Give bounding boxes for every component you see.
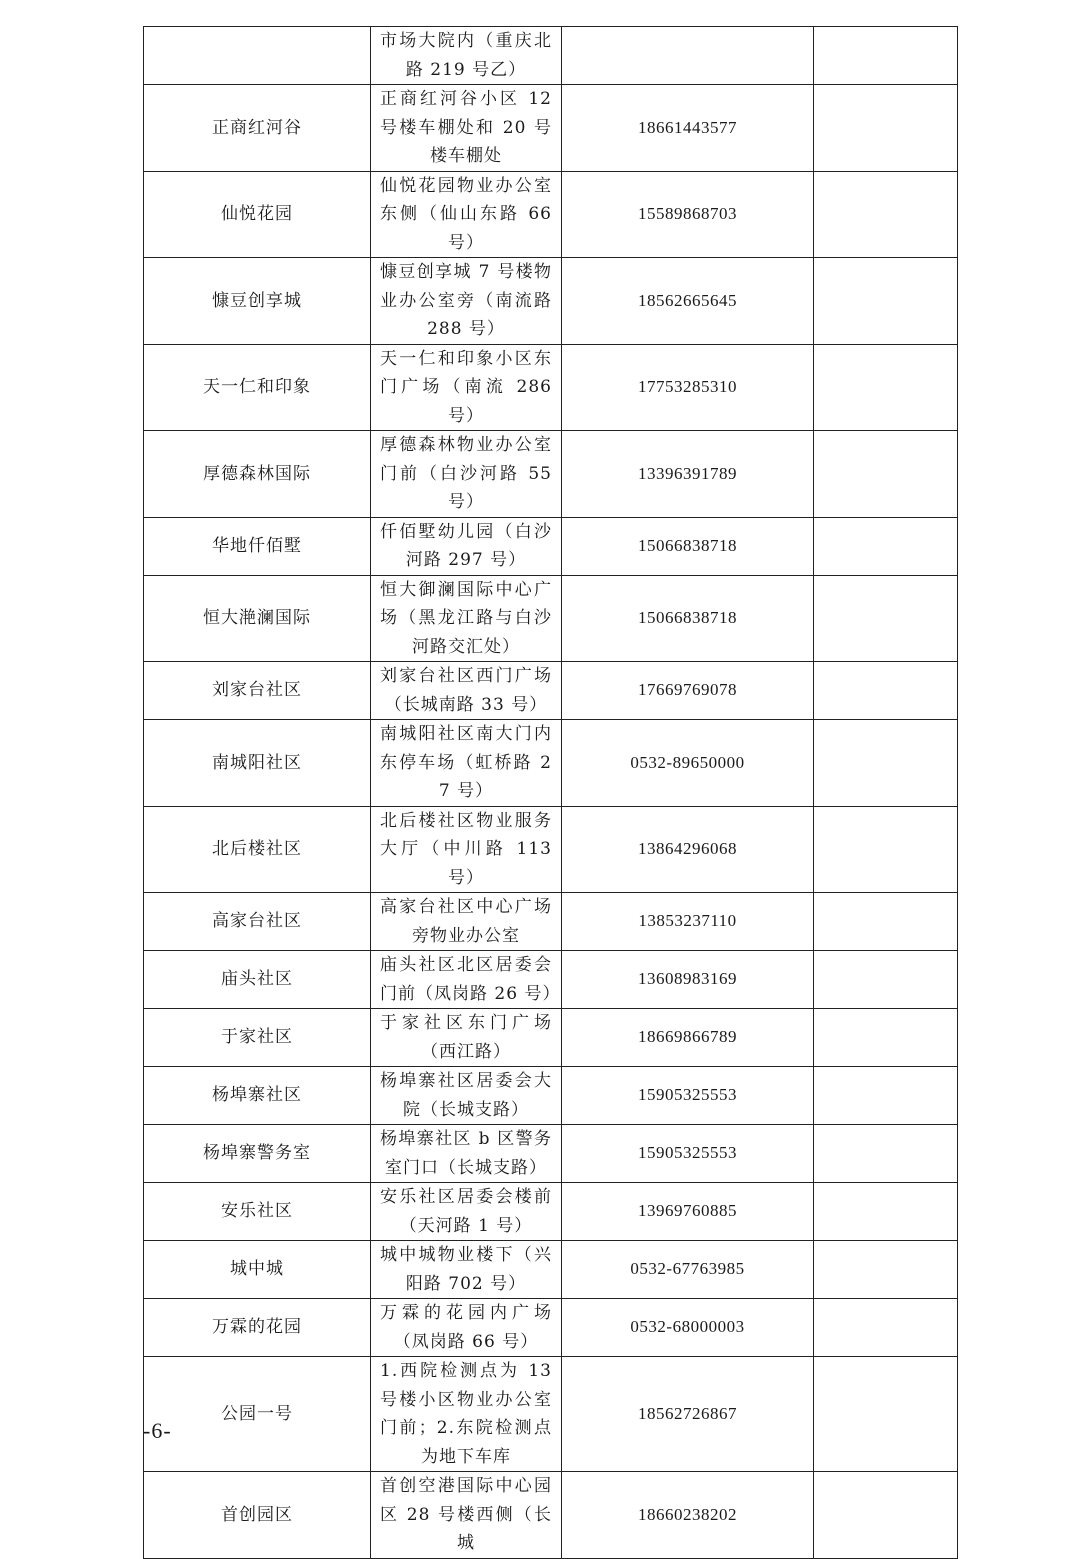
note-cell xyxy=(814,575,958,662)
site-name-cell: 华地仟佰墅 xyxy=(144,517,371,575)
note-cell xyxy=(814,1067,958,1125)
note-cell xyxy=(814,258,958,345)
site-address-cell: 万霖的花园内广场（凤岗路 66 号） xyxy=(371,1299,562,1357)
contact-phone-cell: 17669769078 xyxy=(562,662,814,720)
note-cell xyxy=(814,517,958,575)
site-name-cell: 于家社区 xyxy=(144,1009,371,1067)
contact-phone-cell: 18660238202 xyxy=(562,1472,814,1559)
contact-phone-cell: 13396391789 xyxy=(562,431,814,518)
site-address-cell: 城中城物业楼下（兴阳路 702 号） xyxy=(371,1241,562,1299)
site-name-cell: 杨埠寨社区 xyxy=(144,1067,371,1125)
table-row xyxy=(144,1241,958,1299)
table-row xyxy=(144,720,958,807)
contact-phone-cell: 15066838718 xyxy=(562,517,814,575)
site-address-cell: 北后楼社区物业服务大厅（中川路 113 号） xyxy=(371,806,562,893)
note-cell xyxy=(814,171,958,258)
note-cell xyxy=(814,951,958,1009)
site-name-cell: 正商红河谷 xyxy=(144,85,371,172)
table-row xyxy=(144,1357,958,1472)
table-row xyxy=(144,1009,958,1067)
site-name-cell: 仙悦花园 xyxy=(144,171,371,258)
site-name-cell: 慷豆创享城 xyxy=(144,258,371,345)
note-cell xyxy=(814,893,958,951)
table-row xyxy=(144,27,958,85)
site-name-cell: 天一仁和印象 xyxy=(144,344,371,431)
table-row xyxy=(144,575,958,662)
table-row xyxy=(144,1299,958,1357)
site-address-cell: 高家台社区中心广场旁物业办公室 xyxy=(371,893,562,951)
table-row xyxy=(144,517,958,575)
contact-phone-cell: 0532-89650000 xyxy=(562,720,814,807)
note-cell xyxy=(814,806,958,893)
note-cell xyxy=(814,27,958,85)
contact-phone-cell: 13853237110 xyxy=(562,893,814,951)
contact-phone-cell xyxy=(562,27,814,85)
contact-phone-cell: 13864296068 xyxy=(562,806,814,893)
table-row xyxy=(144,258,958,345)
note-cell xyxy=(814,1241,958,1299)
note-cell xyxy=(814,1183,958,1241)
table-row xyxy=(144,171,958,258)
table-row xyxy=(144,1472,958,1559)
page-number: -6- xyxy=(143,1418,172,1443)
site-name-cell: 安乐社区 xyxy=(144,1183,371,1241)
table-row xyxy=(144,893,958,951)
site-address-cell: 刘家台社区西门广场（长城南路 33 号） xyxy=(371,662,562,720)
table-row xyxy=(144,1183,958,1241)
contact-phone-cell: 13969760885 xyxy=(562,1183,814,1241)
note-cell xyxy=(814,344,958,431)
site-name-cell: 厚德森林国际 xyxy=(144,431,371,518)
contact-phone-cell: 18562665645 xyxy=(562,258,814,345)
note-cell xyxy=(814,1125,958,1183)
table-row xyxy=(144,662,958,720)
table-row xyxy=(144,431,958,518)
site-address-cell: 慷豆创享城 7 号楼物业办公室旁（南流路 288 号） xyxy=(371,258,562,345)
site-address-cell: 安乐社区居委会楼前（天河路 1 号） xyxy=(371,1183,562,1241)
site-name-cell: 杨埠寨警务室 xyxy=(144,1125,371,1183)
note-cell xyxy=(814,1472,958,1559)
table-row xyxy=(144,344,958,431)
contact-phone-cell: 0532-67763985 xyxy=(562,1241,814,1299)
site-address-cell: 南城阳社区南大门内东停车场（虹桥路 27 号） xyxy=(371,720,562,807)
table-row xyxy=(144,806,958,893)
contact-phone-cell: 15589868703 xyxy=(562,171,814,258)
contact-phone-cell: 17753285310 xyxy=(562,344,814,431)
contact-phone-cell: 15066838718 xyxy=(562,575,814,662)
site-address-cell: 1.西院检测点为 13 号楼小区物业办公室门前；2.东院检测点为地下车库 xyxy=(371,1357,562,1472)
site-name-cell: 首创园区 xyxy=(144,1472,371,1559)
site-name-cell: 公园一号 xyxy=(144,1357,371,1472)
table-row xyxy=(144,951,958,1009)
site-name-cell xyxy=(144,27,371,85)
site-address-cell: 杨埠寨社区居委会大院（长城支路） xyxy=(371,1067,562,1125)
site-address-cell: 庙头社区北区居委会门前（凤岗路 26 号） xyxy=(371,951,562,1009)
table-body xyxy=(144,27,958,1559)
site-address-cell: 杨埠寨社区 b 区警务室门口（长城支路） xyxy=(371,1125,562,1183)
site-address-cell: 市场大院内（重庆北路 219 号乙） xyxy=(371,27,562,85)
site-name-cell: 高家台社区 xyxy=(144,893,371,951)
site-address-cell: 首创空港国际中心园区 28 号楼西侧（长城 xyxy=(371,1472,562,1559)
site-address-cell: 于家社区东门广场（西江路） xyxy=(371,1009,562,1067)
table-row xyxy=(144,85,958,172)
site-name-cell: 万霖的花园 xyxy=(144,1299,371,1357)
testing-sites-table xyxy=(143,26,958,1559)
note-cell xyxy=(814,1357,958,1472)
table-row xyxy=(144,1067,958,1125)
site-name-cell: 城中城 xyxy=(144,1241,371,1299)
contact-phone-cell: 13608983169 xyxy=(562,951,814,1009)
note-cell xyxy=(814,85,958,172)
site-address-cell: 恒大御澜国际中心广场（黑龙江路与白沙河路交汇处） xyxy=(371,575,562,662)
site-name-cell: 南城阳社区 xyxy=(144,720,371,807)
note-cell xyxy=(814,662,958,720)
site-name-cell: 刘家台社区 xyxy=(144,662,371,720)
contact-phone-cell: 18562726867 xyxy=(562,1357,814,1472)
site-address-cell: 天一仁和印象小区东门广场（南流 286 号） xyxy=(371,344,562,431)
note-cell xyxy=(814,431,958,518)
contact-phone-cell: 15905325553 xyxy=(562,1067,814,1125)
note-cell xyxy=(814,720,958,807)
site-name-cell: 庙头社区 xyxy=(144,951,371,1009)
contact-phone-cell: 15905325553 xyxy=(562,1125,814,1183)
site-address-cell: 正商红河谷小区 12 号楼车棚处和 20 号楼车棚处 xyxy=(371,85,562,172)
site-address-cell: 仙悦花园物业办公室东侧（仙山东路 66 号） xyxy=(371,171,562,258)
note-cell xyxy=(814,1299,958,1357)
table-row xyxy=(144,1125,958,1183)
site-name-cell: 北后楼社区 xyxy=(144,806,371,893)
contact-phone-cell: 0532-68000003 xyxy=(562,1299,814,1357)
note-cell xyxy=(814,1009,958,1067)
site-address-cell: 厚德森林物业办公室门前（白沙河路 55 号） xyxy=(371,431,562,518)
site-address-cell: 仟佰墅幼儿园（白沙河路 297 号） xyxy=(371,517,562,575)
contact-phone-cell: 18669866789 xyxy=(562,1009,814,1067)
site-name-cell: 恒大滟澜国际 xyxy=(144,575,371,662)
contact-phone-cell: 18661443577 xyxy=(562,85,814,172)
